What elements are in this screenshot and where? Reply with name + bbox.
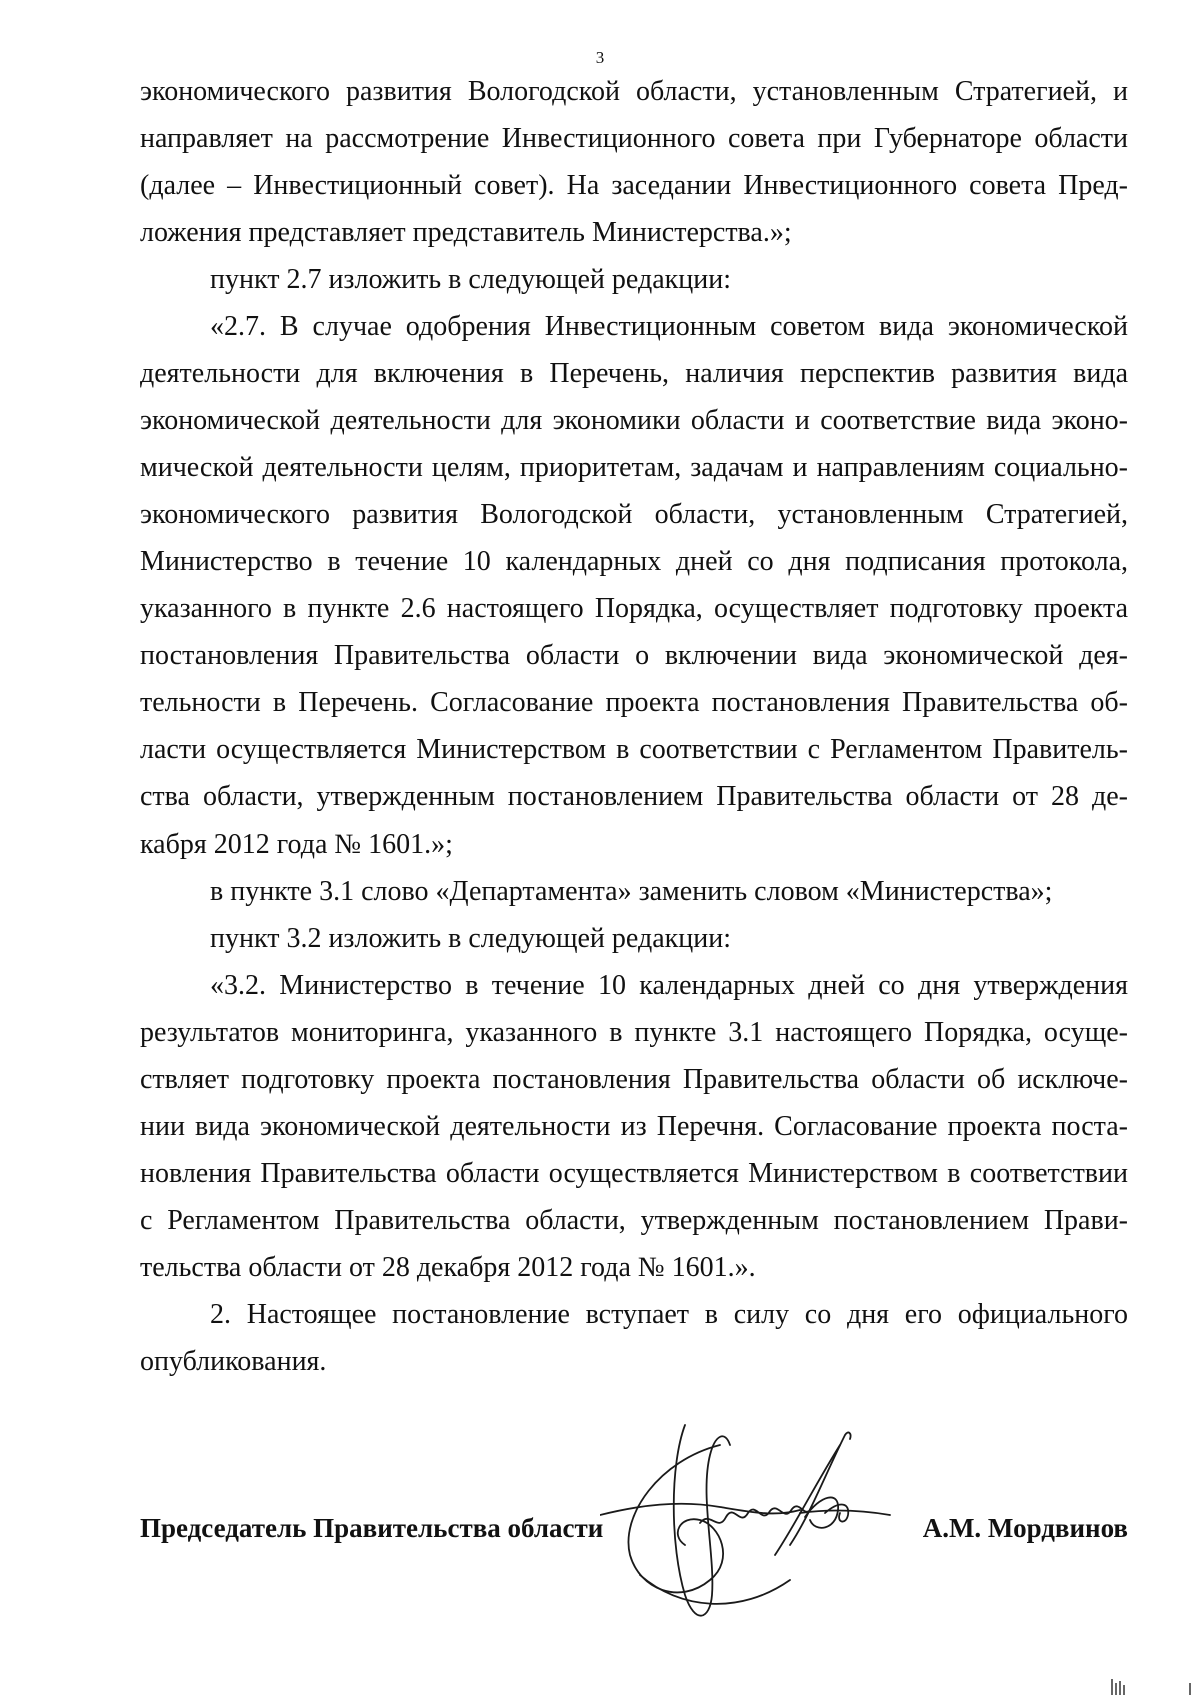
text-line: результатов мониторинга, указанного в пункте 3.1 настоящего Порядка, осуще- xyxy=(140,1016,1128,1048)
text-line: пункт 2.7 изложить в следующей редакции: xyxy=(210,264,731,296)
paragraph xyxy=(140,868,1128,915)
text-line: Министерство в течение 10 календарных дней со дня подписания протокола, xyxy=(140,546,1128,578)
text-line: ства области, утвержденным постановлением Правительства области от 28 де- xyxy=(140,781,1128,813)
page-number: 3 xyxy=(595,48,605,67)
text-line: «3.2. Министерство в течение 10 календарных дней со дня утверждения xyxy=(210,969,1128,1001)
signatory-title: Председатель Правительства области xyxy=(140,1513,604,1543)
text-line: постановления Правительства области о включении вида экономической дея- xyxy=(140,640,1128,672)
text-line: тельности в Перечень. Согласование проекта постановления Правительства об- xyxy=(140,687,1128,719)
text-line: нии вида экономической деятельности из Перечня. Согласование проекта поста- xyxy=(140,1110,1128,1142)
signature-block xyxy=(140,1513,1128,1553)
text-line: 2. Настоящее постановление вступает в силу со дня его официального xyxy=(210,1298,1128,1330)
signatory-name: А.М. Мордвинов xyxy=(922,1513,1128,1543)
text-line: ласти осуществляется Министерством в соответствии с Регламентом Правитель- xyxy=(140,734,1128,766)
paragraph xyxy=(140,303,1128,867)
paragraph xyxy=(140,962,1128,1291)
paragraph xyxy=(140,915,1128,962)
text-line: указанного в пункте 2.6 настоящего Порядка, осуществляет подготовку проекта xyxy=(140,593,1128,625)
text-line: кабря 2012 года № 1601.»; xyxy=(140,828,453,860)
text-line: (далее – Инвестиционный совет). На заседании Инвестиционного совета Пред- xyxy=(140,170,1128,202)
text-line: пункт 3.2 изложить в следующей редакции: xyxy=(210,922,731,954)
text-line: ложения представляет представитель Министерства.»; xyxy=(140,217,792,249)
text-line: экономической деятельности для экономики области и соответствие вида эконо- xyxy=(140,405,1128,437)
text-line: в пункте 3.1 слово «Департамента» заменить словом «Министерства»; xyxy=(210,875,1053,907)
paragraph xyxy=(140,256,1128,303)
text-line: «2.7. В случае одобрения Инвестиционным советом вида экономической xyxy=(210,311,1128,343)
text-line: новления Правительства области осуществляется Министерством в соответствии xyxy=(140,1157,1128,1189)
text-line: опубликования. xyxy=(140,1345,327,1377)
scan-artifact xyxy=(1100,1675,1195,1697)
text-line: с Регламентом Правительства области, утвержденным постановлением Прави- xyxy=(140,1204,1128,1236)
text-line: экономического развития Вологодской области, установленным Стратегией, и xyxy=(140,76,1128,107)
paragraph xyxy=(140,68,1128,256)
text-line: ствляет подготовку проекта постановления Правительства области об исключе- xyxy=(140,1063,1128,1095)
paragraph xyxy=(140,1291,1128,1385)
text-line: экономического развития Вологодской области, установленным Стратегией, xyxy=(140,499,1128,531)
text-line: направляет на рассмотрение Инвестиционного совета при Губернаторе области xyxy=(140,123,1128,155)
text-line: деятельности для включения в Перечень, наличия перспектив развития вида xyxy=(140,358,1128,390)
document-body xyxy=(140,68,1128,1385)
text-line: мической деятельности целям, приоритетам, задачам и направлениям социально- xyxy=(140,452,1128,484)
text-line: тельства области от 28 декабря 2012 года № 1601.». xyxy=(140,1251,756,1283)
